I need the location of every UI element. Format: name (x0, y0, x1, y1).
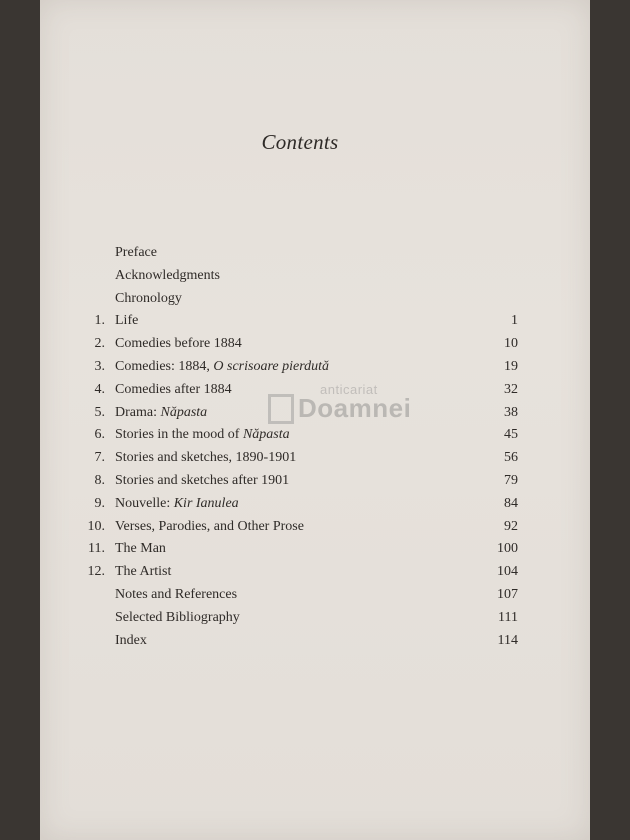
toc-entry (0, 473, 630, 496)
toc-entry-page: 107 (497, 586, 518, 602)
toc-entry-number: 2. (94, 336, 105, 352)
toc-entry (0, 405, 630, 428)
toc-entry-page: 56 (504, 450, 518, 466)
toc-entry-page: 79 (504, 472, 518, 488)
toc-entry-number: 11. (88, 541, 105, 557)
toc-entry-label: Selected Bibliography (115, 609, 240, 625)
toc-entry-page: 32 (504, 381, 518, 397)
toc-entry (0, 359, 630, 382)
toc-entry-label: Verses, Parodies, and Other Prose (115, 518, 304, 534)
toc-entry-page: 104 (497, 564, 518, 580)
toc-entry-label: Drama: Năpasta (115, 404, 208, 420)
toc-entry-number: 9. (94, 495, 105, 511)
toc-entry (0, 427, 630, 450)
toc-entry-label: The Man (115, 541, 166, 557)
toc-entry (0, 382, 630, 405)
toc-entry-number: 7. (94, 450, 105, 466)
toc-entry-label: Notes and References (115, 586, 238, 602)
toc-entry-number: 8. (94, 472, 105, 488)
toc-entry (0, 519, 630, 542)
toc-entry-number: 1. (94, 313, 105, 329)
toc-entry-page: 114 (497, 632, 518, 648)
toc-entry-label: Nouvelle: Kir Ianulea (115, 495, 239, 511)
toc-entry-number: 3. (94, 358, 105, 374)
toc-entry-page: 38 (504, 404, 518, 420)
toc-entry-label: Comedies after 1884 (115, 381, 232, 397)
toc-entry-label: The Artist (115, 564, 172, 580)
toc-entry (0, 587, 630, 610)
toc-entry (0, 245, 630, 268)
toc-entry-page: 111 (498, 609, 518, 625)
toc-entry-page: 1 (511, 313, 518, 329)
toc-entry-label: Stories and sketches, 1890-1901 (115, 450, 297, 466)
toc-entry (0, 268, 630, 291)
toc-entry (0, 450, 630, 473)
toc-entry-page: 92 (504, 518, 518, 534)
toc-entry-number: 4. (94, 381, 105, 397)
table-of-contents (0, 245, 630, 655)
toc-entry-number: 6. (94, 427, 105, 443)
toc-entry-page: 84 (504, 495, 518, 511)
watermark-text-main: Doamnei (298, 393, 412, 423)
toc-entry-number: 5. (94, 404, 105, 420)
toc-entry-label: Stories in the mood of Năpasta (115, 427, 290, 443)
toc-entry (0, 313, 630, 336)
toc-entry (0, 291, 630, 314)
toc-entry-label: Comedies: 1884, O scrisoare pierdută (115, 358, 330, 374)
toc-entry (0, 564, 630, 587)
toc-entry (0, 541, 630, 564)
toc-entry-label: Stories and sketches after 1901 (115, 472, 290, 488)
toc-entry-number: 10. (87, 518, 105, 534)
toc-entry-page: 100 (497, 541, 518, 557)
toc-entry-page: 45 (504, 427, 518, 443)
toc-entry-label: Chronology (115, 290, 182, 306)
page-title: Contents (261, 130, 339, 154)
toc-entry (0, 496, 630, 519)
watermark-text-top: anticariat (320, 382, 378, 397)
toc-entry-page: 10 (504, 336, 518, 352)
toc-entry-label: Acknowledgments (115, 267, 220, 283)
toc-entry-label: Preface (115, 245, 157, 260)
toc-entry-number: 12. (87, 564, 105, 580)
toc-entry (0, 336, 630, 359)
toc-entry-label: Index (115, 632, 147, 648)
toc-entry (0, 633, 630, 656)
toc-entry-label: Comedies before 1884 (115, 336, 242, 352)
toc-entry (0, 610, 630, 633)
toc-entry-page: 19 (504, 358, 518, 374)
toc-entry-label: Life (115, 313, 139, 329)
